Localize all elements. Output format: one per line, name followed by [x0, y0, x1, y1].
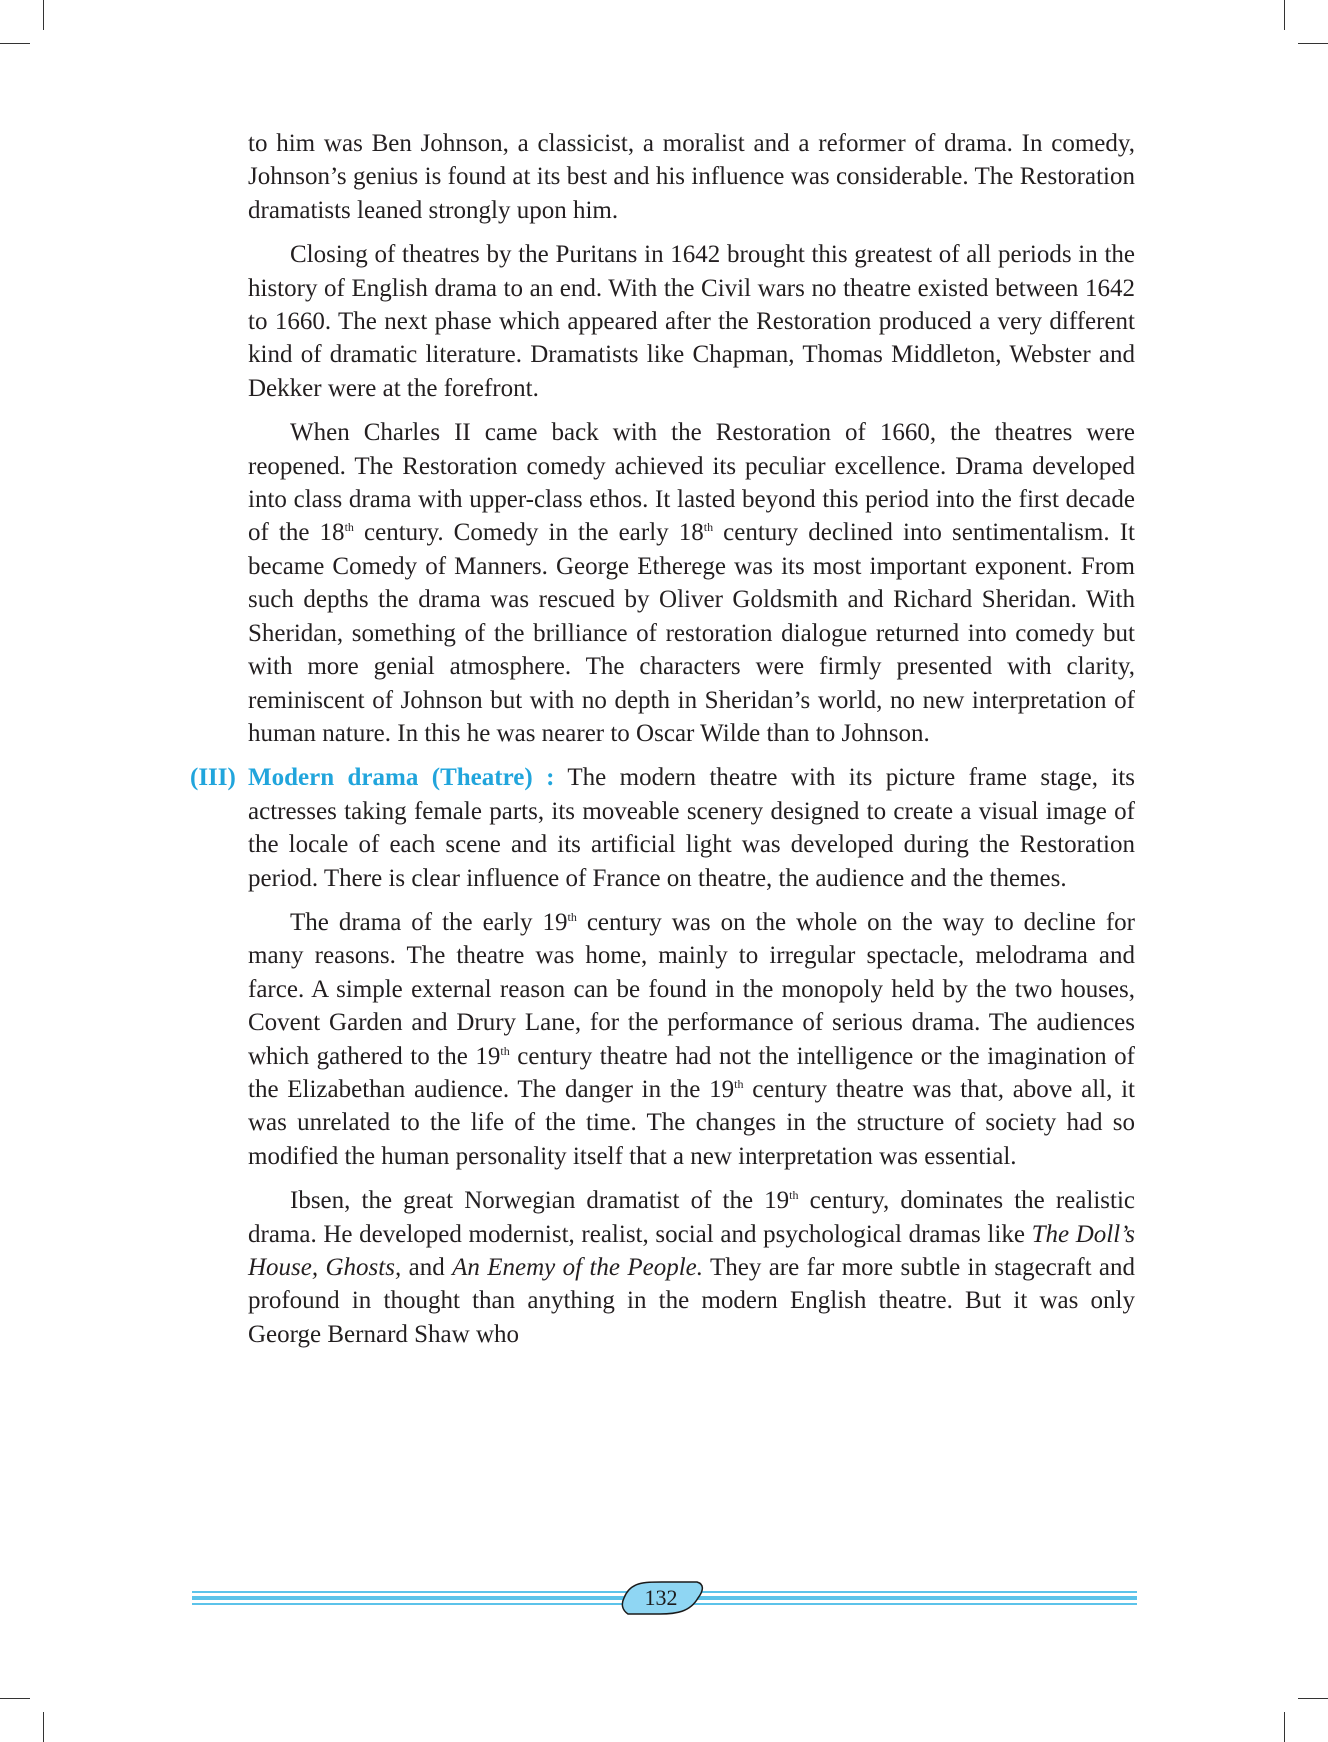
crop-mark-bottom-left-h [0, 1698, 30, 1699]
paragraph-text: to him was Ben Johnson, a classicist, a moralist and a reformer of drama. In comedy, Johnson’s genius is found at its best and his influence was considerable. The Restoration dramatists leaned strongly upon him. [248, 130, 1135, 224]
paragraph-text: Closing of theatres by the Puritans in 1642 brought this greatest of all periods in the history of English drama to an end. With the Civil wars no theatre existed between 1642 to 1660. The next phase which appeared after the Restoration produced a very different kind of dramatic literature. Dramatists like Chapman, Thomas Middleton, Webster and Dekker were at the forefront. [248, 241, 1135, 402]
ordinal-superscript: th [567, 909, 577, 924]
section-modern-drama [190, 761, 1135, 895]
text-run: They are far more subtle in stagecraft and profound in thought than anything in the modern English theatre. But it was only George Bernard Shaw who [248, 1254, 1136, 1348]
paragraph-closing-theatres [248, 238, 1135, 405]
text-run: Ibsen, the great Norwegian dramatist of the 19 [290, 1187, 790, 1215]
crop-mark-top-left-h [0, 43, 30, 44]
text-run: When Charles II came back with the Restoration of 1660, the theatres were reopened. The Restoration comedy achieved its peculiar excellence. Drama developed into class drama with upper-class ethos. It lasted beyond this period into the first decade of the 18 [248, 419, 1135, 547]
text-run: century theatre was that, above all, it was unrelated to the life of the time. The changes in the structure of society had so modified the human personality itself that a new interpretation was essential. [248, 1075, 1135, 1170]
text-run: century was on the whole on the way to decline for many reasons. The theatre was home, mainly to irregular spectacle, melodrama and farce. A simple external reason can be found in the monopoly held by the two houses, Covent Garden and Drury Lane, for the performance of serious drama. The audiences which gathered to the 19 [248, 908, 1135, 1070]
ordinal-superscript: th [500, 1043, 510, 1058]
play-title: An Enemy of the People. [452, 1254, 704, 1281]
body-text [190, 127, 1136, 1362]
ordinal-superscript: th [734, 1076, 744, 1091]
text-run: The drama of the early 19 [290, 908, 568, 936]
text-run: century theatre had not the intelligence or the imagination of the Elizabethan audience. The danger in the 19 [248, 1042, 1135, 1103]
page-number: 132 [644, 1585, 678, 1610]
play-titles: The Doll’s House, Ghosts, [248, 1220, 1136, 1281]
section-heading: Modern drama (Theatre) : [248, 764, 555, 792]
section-number: (III) [190, 764, 236, 792]
text-run: century, dominates the realistic drama. He developed modernist, realist, social and psychological dramas like [248, 1187, 1135, 1248]
ordinal-superscript: th [344, 520, 354, 535]
crop-mark-top-right-v [1284, 0, 1285, 30]
page-footer [192, 1580, 1137, 1624]
paragraph-ben-johnson [248, 127, 1135, 227]
crop-mark-bottom-right-v [1284, 1712, 1285, 1742]
text-run: and [401, 1254, 453, 1281]
crop-mark-bottom-left-v [43, 1712, 44, 1742]
crop-mark-bottom-right-h [1298, 1698, 1328, 1699]
section-text: The modern theatre with its picture frame stage, its actresses taking female parts, its moveable scenery designed to create a visual image of the locale of each scene and its artificial light was developed during the Restoration period. There is clear influence of France on theatre, the audience and the themes. [248, 764, 1135, 892]
text-run: century. Comedy in the early 18 [353, 519, 704, 547]
text-run: century declined into sentimentalism. It became Comedy of Manners. George Etherege was its most important exponent. From such depths the drama was rescued by Oliver Goldsmith and Richard Sheridan. With Sheridan, something of the brilliance of restoration dialogue returned into comedy but with more genial atmosphere. The characters were firmly presented with clarity, reminiscent of Johnson but with no depth in Sheridan’s world, no new interpretation of human nature. In this he was nearer to Oscar Wilde than to Johnson. [248, 519, 1135, 747]
paragraph-ibsen [248, 1184, 1135, 1351]
paragraph-restoration [248, 416, 1135, 750]
crop-mark-top-right-h [1298, 43, 1328, 44]
ordinal-superscript: th [789, 1188, 799, 1203]
ordinal-superscript: th [703, 520, 714, 535]
crop-mark-top-left-v [43, 0, 44, 30]
paragraph-early-19th-century [248, 906, 1135, 1173]
